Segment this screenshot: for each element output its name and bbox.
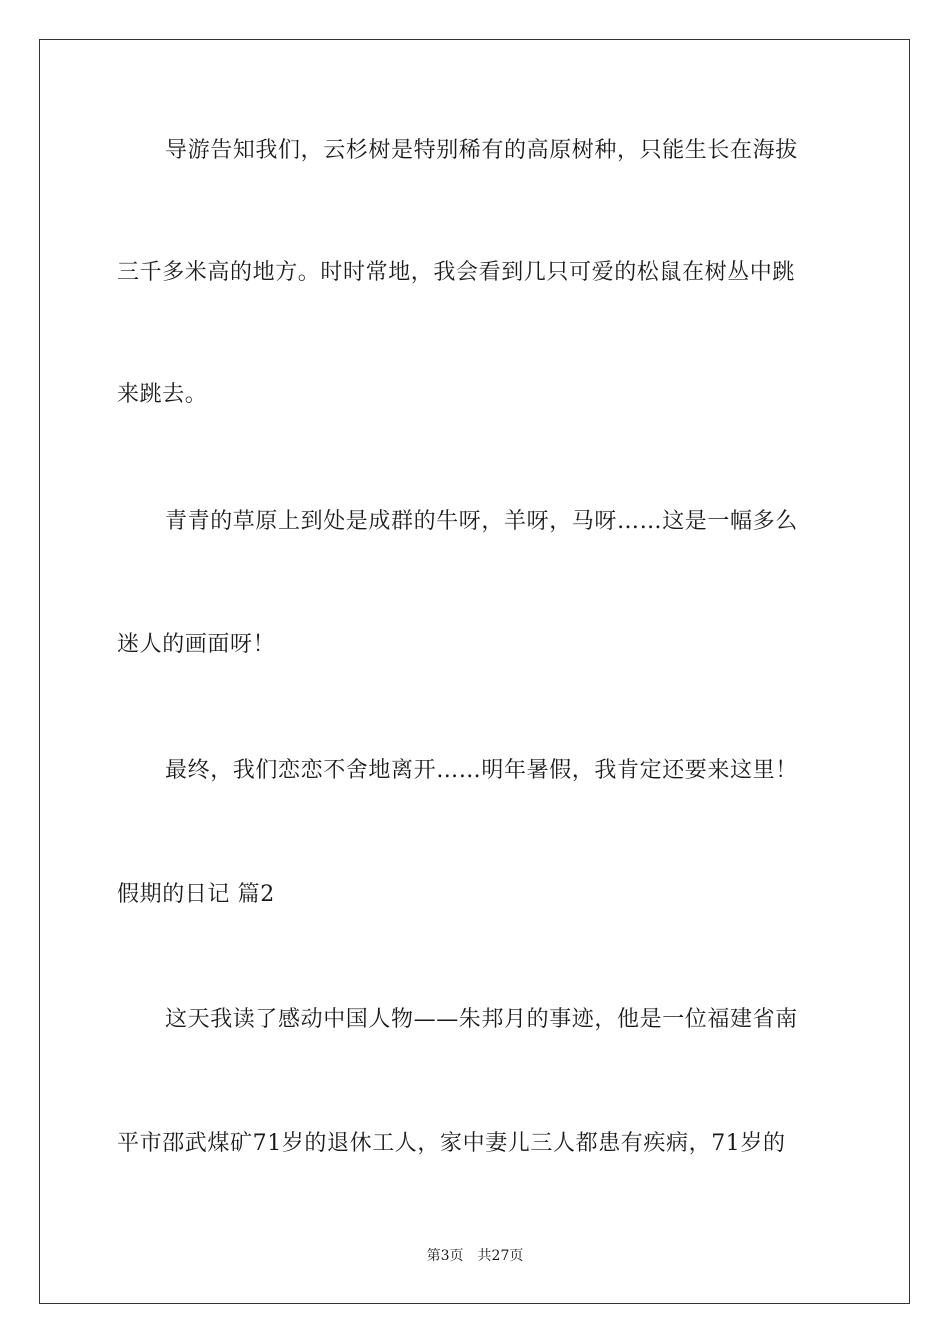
- paragraph-line: 导游告知我们，云杉树是特别稀有的高原树种，只能生长在海拔: [165, 138, 798, 163]
- total-pages-label: 共27页: [477, 1248, 524, 1264]
- paragraph-line: 来跳去。: [117, 382, 208, 407]
- page-border: [39, 39, 910, 1304]
- paragraph-line: 迷人的画面呀！: [117, 632, 276, 657]
- paragraph-line: 这天我读了感动中国人物——朱邦月的事迹，他是一位福建省南: [165, 1007, 798, 1032]
- paragraph-line: 青青的草原上到处是成群的牛呀，羊呀，马呀……这是一幅多么: [165, 509, 798, 534]
- paragraph-line: 平市邵武煤矿71岁的退休工人，家中妻儿三人都患有疾病，71岁的: [117, 1131, 786, 1156]
- paragraph-line: 最终，我们恋恋不舍地离开……明年暑假，我肯定还要来这里！: [165, 758, 798, 783]
- paragraph-line: 三千多米高的地方。时时常地，我会看到几只可爱的松鼠在树丛中跳: [117, 260, 796, 285]
- section-heading: 假期的日记 篇2: [117, 882, 275, 907]
- page-footer: [0, 1247, 950, 1265]
- current-page-label: 第3页: [426, 1248, 464, 1264]
